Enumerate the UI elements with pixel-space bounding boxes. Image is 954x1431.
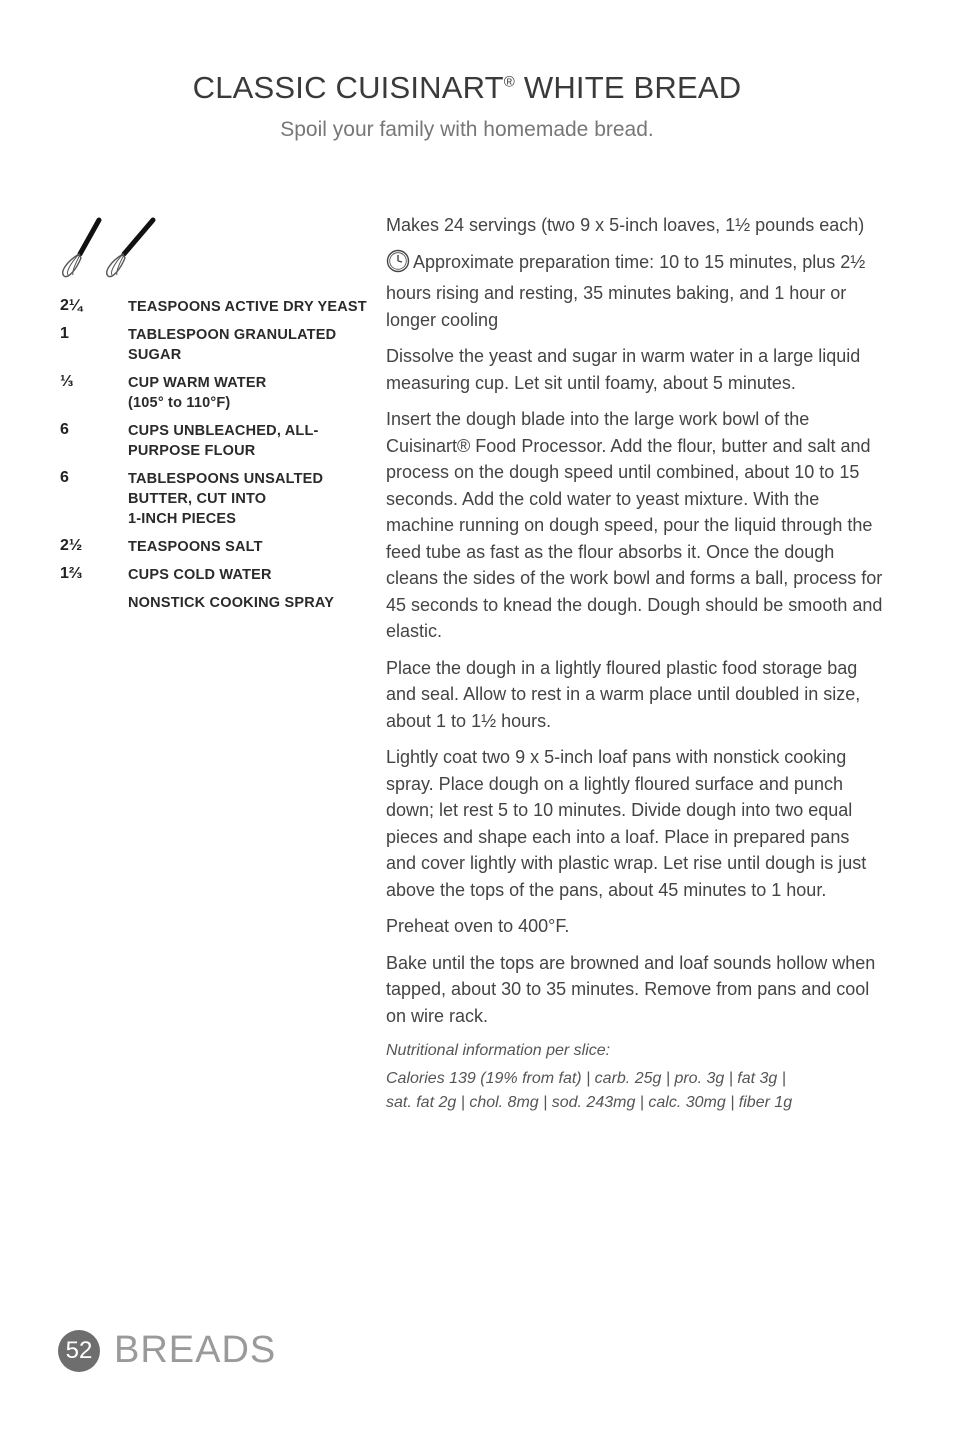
step-text: Insert the dough blade into the large work bowl of the Cuisinart® Food Processor. Add the flour, butter and salt and process on the dough speed until combined, about 10 to 15 seconds. Add the cold water to yeast mixture. With the machine running on dough speed, pour the liquid through the feed tube as fast as the flour absorbs it. Once the dough cleans the sides of the work bowl and forms a ball, process for 45 seconds to knead the dough. Dough should be smooth and elastic. (386, 409, 883, 641)
whisk-icon (107, 220, 153, 277)
ingredient-item (60, 537, 370, 557)
ingredient-qty: 2½ (60, 537, 83, 554)
ingredient-name: NONSTICK COOKING SPRAY (128, 595, 335, 611)
ingredient-item (60, 469, 370, 529)
step-text: Place the dough in a lightly floured plastic food storage bag and seal. Allow to rest in a warm place until doubled in size, about 1 to 1½ hours. (386, 657, 861, 731)
recipe-title-text: CLASSIC CUISINART (192, 70, 504, 105)
ingredient-name: CUPS COLD WATER (128, 567, 272, 583)
ingredient-qty: 1 (60, 325, 69, 342)
step-text: Dissolve the yeast and sugar in warm water in a large liquid measuring cup. Let sit until foamy, about 5 minutes. (386, 346, 861, 393)
ingredient-name: TEASPOONS ACTIVE DRY YEAST (128, 299, 367, 315)
ingredient-list (60, 297, 370, 621)
ingredient-item (60, 421, 370, 461)
instructions (386, 212, 884, 1115)
ingredient-qty: 6 (60, 469, 69, 486)
nutrition-label: Nutritional information per slice: (386, 1042, 611, 1059)
ingredient-qty: 1⅔ (60, 565, 83, 582)
ingredient-name: CUPS UNBLEACHED, ALL-PURPOSE FLOUR (128, 423, 319, 459)
step-text: Preheat oven to 400°F. (386, 916, 570, 936)
prep-time (386, 249, 884, 334)
ingredient-item (60, 297, 370, 317)
nutrition-line: sat. fat 2g | chol. 8mg | sod. 243mg | calc. 30mg | fiber 1g (386, 1094, 793, 1111)
recipe-title-end: WHITE BREAD (515, 70, 742, 105)
ingredient-item (60, 325, 370, 365)
ingredient-qty: 6 (60, 421, 69, 438)
step-text: Lightly coat two 9 x 5-inch loaf pans with nonstick cooking spray. Place dough on a lightly floured surface and punch down; let rest 5 to 10 minutes. Divide dough into two equal pieces and shape each into a loaf. Place in prepared pans and cover lightly with plastic wrap. Let rise until dough is just above the tops of the pans, about 45 minutes to 1 hour. (386, 747, 867, 900)
ingredient-name: CUP WARM WATER (128, 375, 267, 391)
ingredient-name: TABLESPOONS UNSALTED BUTTER, CUT INTO (128, 471, 324, 507)
ingredient-note: 1-INCH PIECES (128, 511, 237, 527)
page-number: 52 (58, 1330, 100, 1372)
ingredient-qty: 2¼ (60, 297, 83, 314)
ingredient-name: TEASPOONS SALT (128, 539, 263, 555)
ingredient-item (60, 593, 370, 613)
prep-time-text: Approximate preparation time: 10 to 15 minutes, plus 2½ hours rising and resting, 35 minutes baking, and 1 hour or longer cooling (386, 251, 866, 330)
ingredient-item (60, 565, 370, 585)
clock-icon (386, 249, 410, 281)
whisk-icon (63, 220, 99, 277)
ingredient-item (60, 373, 370, 413)
servings-text: Makes 24 servings (two 9 x 5-inch loaves, 1½ pounds each) (386, 215, 865, 235)
section-title: BREADS (114, 1329, 277, 1371)
ingredient-name-group (128, 469, 370, 529)
difficulty-rating (56, 214, 166, 284)
ingredient-name-group (128, 373, 370, 413)
step-text: Bake until the tops are browned and loaf sounds hollow when tapped, about 30 to 35 minutes. Remove from pans and cool on wire rack. (386, 952, 876, 1026)
page-footer (58, 1329, 276, 1372)
nutrition-line: Calories 139 (19% from fat) | carb. 25g | pro. 3g | fat 3g | (386, 1070, 786, 1087)
recipe-subtitle: Spoil your family with homemade bread. (280, 118, 654, 141)
recipe-title (0, 70, 934, 106)
registered-mark: ® (503, 73, 516, 91)
ingredient-note: (105° to 110°F) (128, 395, 231, 411)
ingredient-qty: ⅓ (60, 373, 74, 390)
ingredient-name: TABLESPOON GRANULATED SUGAR (128, 327, 337, 363)
